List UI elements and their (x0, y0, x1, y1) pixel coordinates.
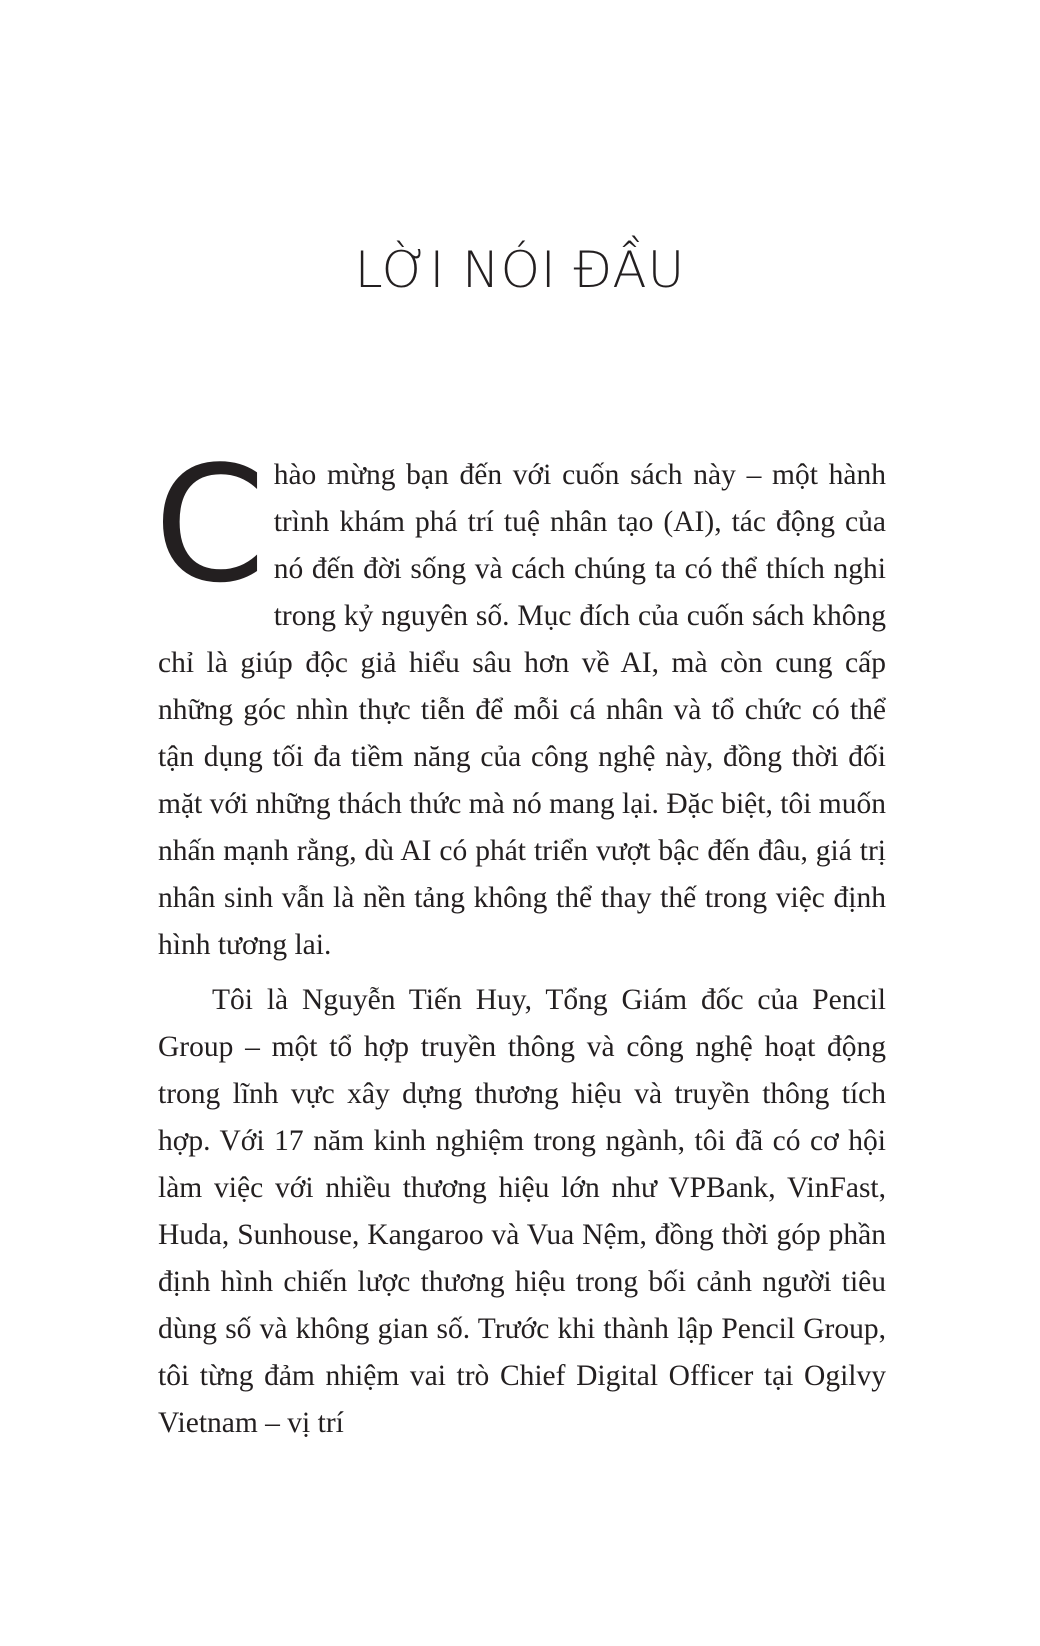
paragraph-1-text: hào mừng bạn đến với cuốn sách này – một hành trình khám phá trí tuệ nhân tạo (AI), tác động của nó đến đời sống và cách chúng ta có thể thích nghi trong kỷ nguyên số. Mục đích của cuốn sách không chỉ là giúp độc giả hiểu sâu hơn về AI, mà còn cung cấp những góc nhìn thực tiễn để mỗi cá nhân và tổ chức có thể tận dụng tối đa tiềm năng của công nghệ này, đồng thời đối mặt với những thách thức mà nó mang lại. Đặc biệt, tôi muốn nhấn mạnh rằng, dù AI có phát triển vượt bậc đến đâu, giá trị nhân sinh vẫn là nền tảng không thể thay thế trong việc định hình tương lai. (158, 459, 886, 961)
body-text (154, 431, 886, 1447)
paragraph-1 (154, 431, 886, 969)
chapter-title: LỜI NÓI ĐẦU (354, 241, 686, 299)
drop-cap-letter: C (154, 431, 266, 618)
paragraph-2: Tôi là Nguyễn Tiến Huy, Tổng Giám đốc của Pencil Group – một tổ hợp truyền thông và công nghệ hoạt động trong lĩnh vực xây dựng thương hiệu và truyền thông tích hợp. Với 17 năm kinh nghiệm trong ngành, tôi đã có cơ hội làm việc với nhiều thương hiệu lớn như VPBank, VinFast, Huda, Sunhouse, Kangaroo và Vua Nệm, đồng thời góp phần định hình chiến lược thương hiệu trong bối cảnh người tiêu dùng số và không gian số. Trước khi thành lập Pencil Group, tôi từng đảm nhiệm vai trò Chief Digital Officer tại Ogilvy Vietnam – vị trí (158, 984, 886, 1439)
